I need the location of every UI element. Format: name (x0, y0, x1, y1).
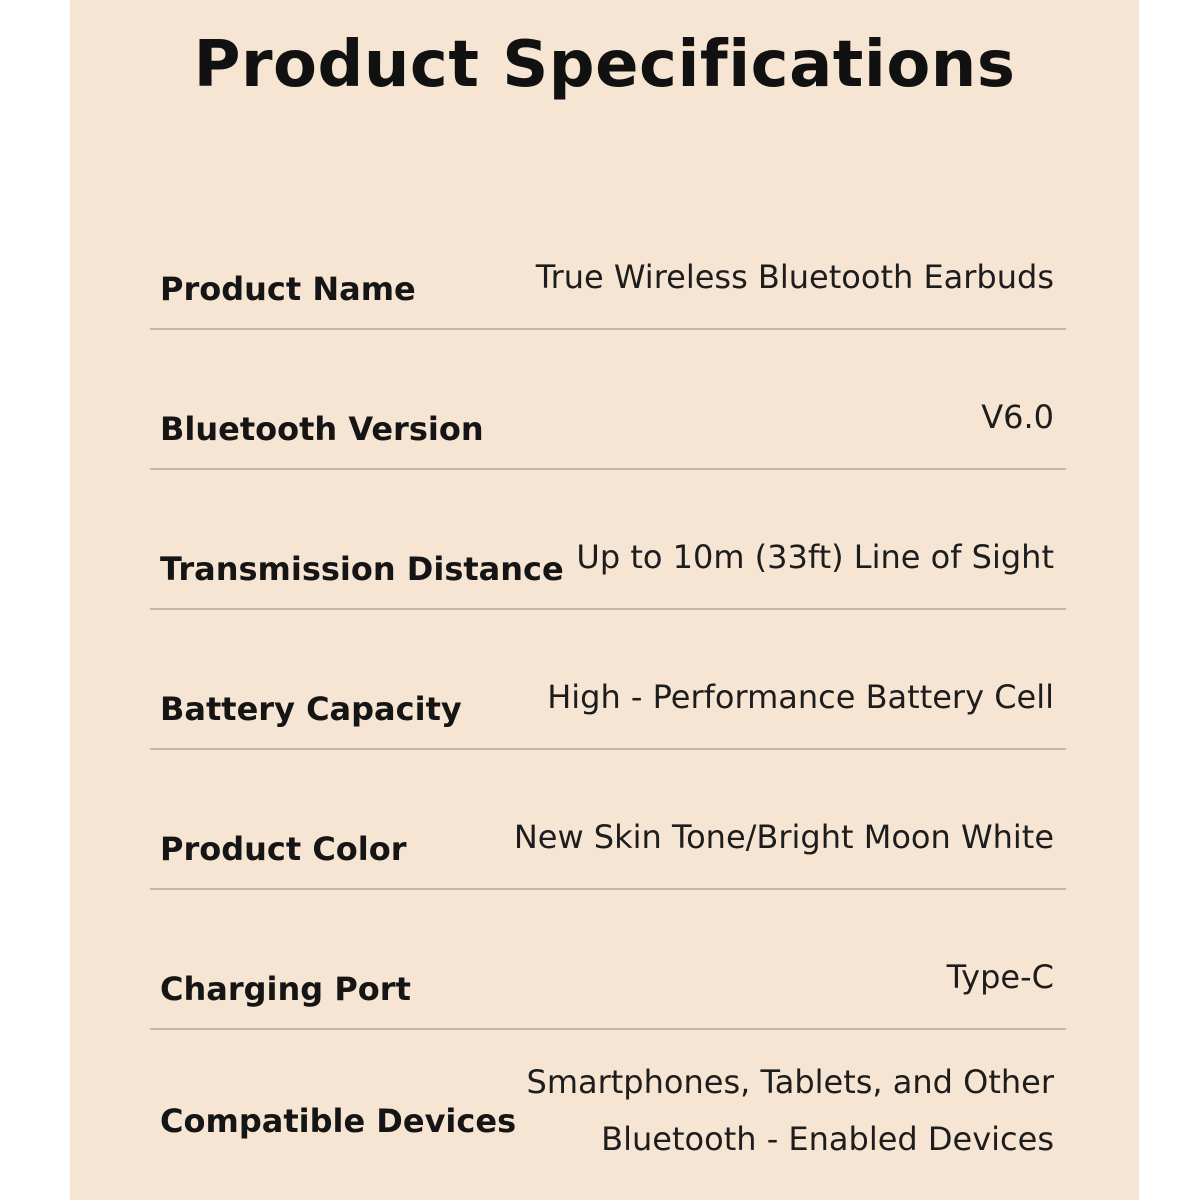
spec-label: Charging Port (160, 970, 411, 1008)
spec-row-charging-port (150, 890, 1066, 1030)
spec-value: High - Performance Battery Cell (547, 678, 1054, 716)
spec-value: Up to 10m (33ft) Line of Sight (576, 538, 1054, 576)
spec-value: V6.0 (981, 398, 1054, 436)
spec-label: Battery Capacity (160, 690, 462, 728)
spec-label: Bluetooth Version (160, 410, 484, 448)
spec-label: Compatible Devices (160, 1102, 517, 1140)
spec-panel (70, 0, 1139, 1200)
spec-row-bluetooth-version (150, 330, 1066, 470)
spec-value-line: Bluetooth - Enabled Devices (601, 1120, 1054, 1158)
spec-row-transmission-distance (150, 470, 1066, 610)
spec-value-line: Smartphones, Tablets, and Other (526, 1063, 1054, 1101)
spec-row-compatible-devices (150, 1030, 1066, 1202)
spec-row-battery-capacity (150, 610, 1066, 750)
spec-value (527, 1054, 1055, 1168)
page-title: Product Specifications (193, 28, 1016, 102)
spec-row-product-color (150, 750, 1066, 890)
spec-table (150, 190, 1066, 1202)
spec-row-product-name (150, 190, 1066, 330)
spec-value: True Wireless Bluetooth Earbuds (535, 258, 1054, 296)
spec-label: Product Name (160, 270, 416, 308)
spec-label: Product Color (160, 830, 407, 868)
spec-value: New Skin Tone/Bright Moon White (513, 818, 1054, 856)
spec-label: Transmission Distance (160, 550, 564, 588)
spec-value: Type-C (946, 958, 1054, 996)
